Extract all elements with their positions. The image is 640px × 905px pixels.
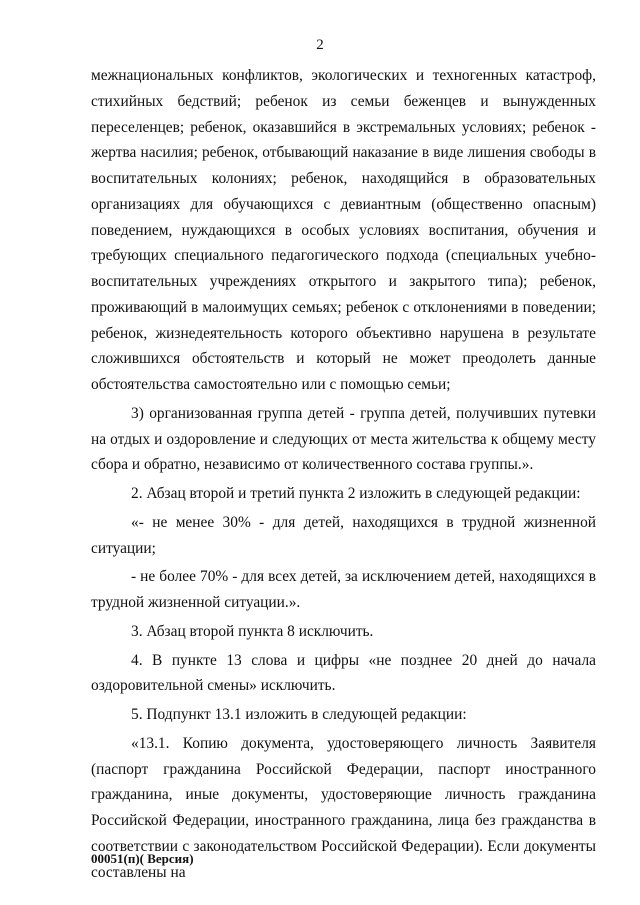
paragraph-subitem-13-1: «13.1. Копию документа, удостоверяющего личность Заявителя (паспорт гражданина Российской Федерации, паспорт иностранного гражданина, иные документы, удостоверяющие личность гражданина Российской Федерации, иностранного гражданина, лица без гражданства в соответствии с законодательством Российской Федерации). Если документы составлены на [91,734,596,881]
paragraph-amendment-4: 4. В пункте 13 слова и цифры «не позднее 20 дней до начала оздоровительной смены» исключить. [91,651,596,695]
paragraph-continuation: межнациональных конфликтов, экологических и техногенных катастроф, стихийных бедствий; ребенок из семьи беженцев и вынужденных переселенцев; ребенок, оказавшийся в экстремальных условиях; ребенок - жертва насилия; ребенок, отбывающий наказание в виде лишения свободы в воспитательных колониях; ребенок, находящийся в образовательных организациях для обучающихся с девиантным (общественно опасным) поведением, нуждающихся в особых условиях воспитания, обучения и требующих специального педагогического подхода (специальных учебно-воспитательных учреждениях открытого и закрытого типа); ребенок, проживающий в малоимущих семьях; ребенок с отклонениями в поведении; ребенок, жизнедеятельность которого объективно нарушена в результате сложившихся обстоятельств и который не может преодолеть данные обстоятельства самостоятельно или с помощью семьи; [91,67,596,393]
paragraph-amendment-3: 3. Абзац второй пункта 8 исключить. [131,622,374,640]
paragraph-amendment-2: 2. Абзац второй и третий пункта 2 изложить в следующей редакции: [131,485,581,502]
paragraph-quote-70: - не более 70% - для всех детей, за исключением детей, находящихся в трудной жизненной ситуации.». [91,568,596,611]
paragraph-item-3: 3) организованная группа детей - группа детей, получивших путевки на отдых и оздоровление и следующих от места жительства к общему месту сбора и обратно, независимо от количественного состава группы.». [91,404,596,474]
document-code: 00051(п) [91,851,140,866]
page-number: 2 [316,37,324,53]
document-body [91,63,596,885]
version-label: ( Версия) [139,851,194,866]
footer [91,851,194,867]
paragraph-quote-30: «- не менее 30% - для детей, находящихся в трудной жизненной ситуации; [91,513,596,557]
paragraph-amendment-5: 5. Подпункт 13.1 изложить в следующей редакции: [131,706,467,723]
